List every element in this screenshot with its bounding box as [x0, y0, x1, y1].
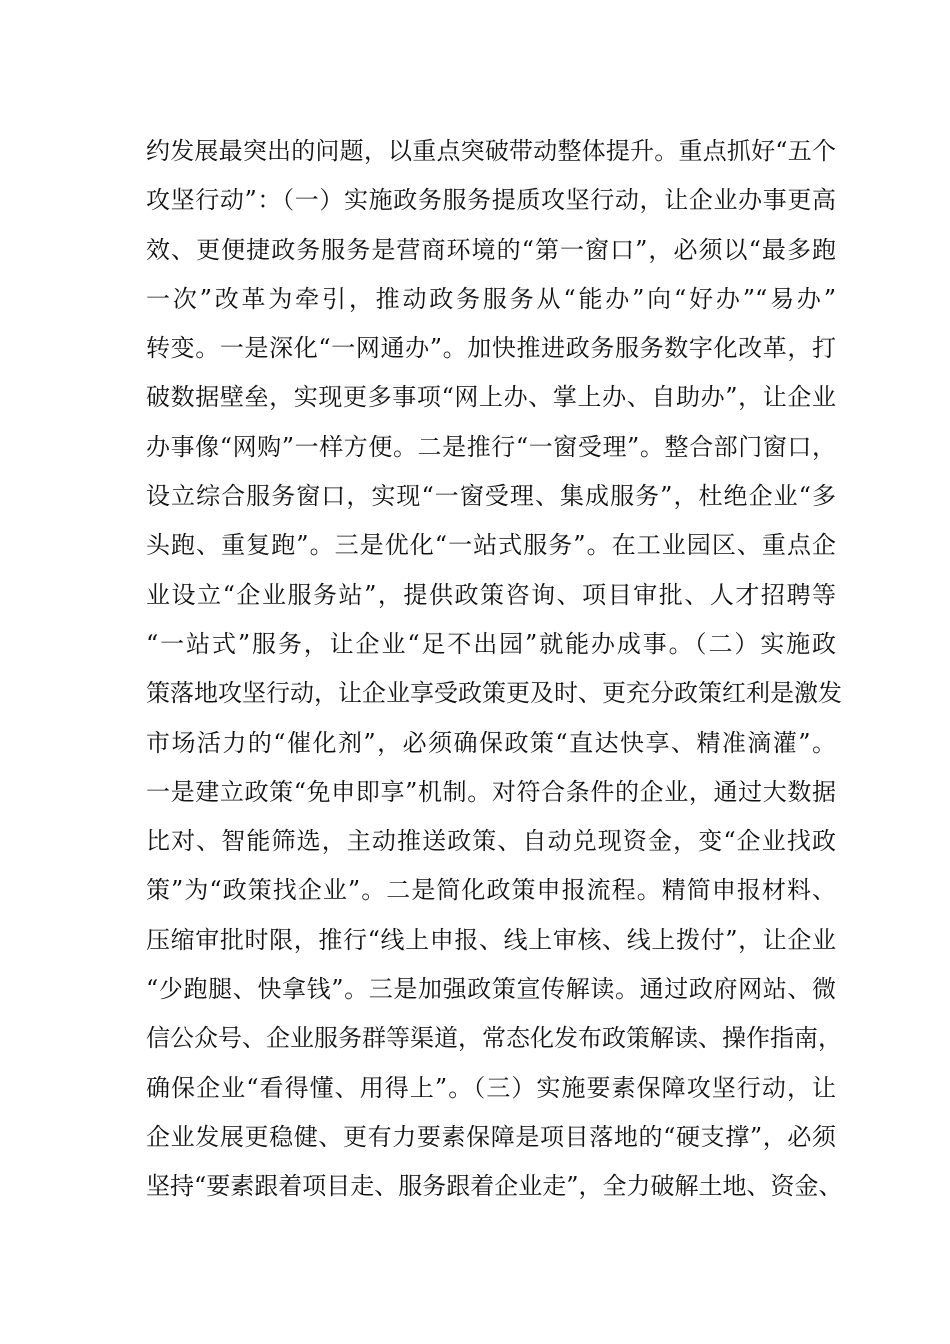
text-line: “少跑腿、快拿钱”。三是加强政策宣传解读。通过政府网站、微 [146, 975, 836, 1004]
text-line: 一是建立政策“免申即享”机制。对符合条件的企业，通过大数据 [146, 777, 836, 806]
text-line: 效、更便捷政务服务是营商环境的“第一窗口”，必须以“最多跑 [146, 235, 836, 264]
text-line: 头跑、重复跑”。三是优化“一站式服务”。在工业园区、重点企 [146, 531, 836, 560]
text-line: 办事像“网购”一样方便。二是推行“一窗受理”。整合部门窗口， [146, 432, 836, 461]
text-line: “一站式”服务，让企业“足不出园”就能办成事。（二）实施政 [146, 629, 836, 658]
text-line: 信公众号、企业服务群等渠道，常态化发布政策解读、操作指南， [146, 1024, 842, 1053]
body-text [146, 127, 843, 1212]
text-line: 攻坚行动”：（一）实施政务服务提质攻坚行动，让企业办事更高 [146, 186, 836, 215]
text-line: 市场活力的“催化剂”，必须确保政策“直达快享、精准滴灌”。 [146, 728, 836, 757]
text-line: 设立综合服务窗口，实现“一窗受理、集成服务”，杜绝企业“多 [146, 482, 836, 511]
text-line: 策”为“政策找企业”。二是简化政策申报流程。精简申报材料、 [146, 876, 836, 905]
text-line: 确保企业“看得懂、用得上”。（三）实施要素保障攻坚行动，让 [146, 1073, 836, 1102]
text-line: 破数据壁垒，实现更多事项“网上办、掌上办、自助办”，让企业 [146, 383, 836, 412]
text-line: 策落地攻坚行动，让企业享受政策更及时、更充分政策红利是激发 [146, 679, 842, 708]
text-line: 业设立“企业服务站”，提供政策咨询、项目审批、人才招聘等 [146, 580, 836, 609]
text-line: 压缩审批时限，推行“线上申报、线上审核、线上拨付”，让企业 [146, 925, 836, 954]
text-line: 约发展最突出的问题，以重点突破带动整体提升。重点抓好“五个 [146, 137, 836, 165]
text-line: 转变。一是深化“一网通办”。加快推进政务服务数字化改革，打 [146, 334, 836, 363]
text-line: 一次”改革为牵引，推动政务服务从“能办”向“好办”“易办” [146, 284, 836, 313]
text-line: 比对、智能筛选，主动推送政策、自动兑现资金，变“企业找政 [146, 827, 836, 856]
text-line: 坚持“要素跟着项目走、服务跟着企业走”，全力破解土地、资金、 [146, 1172, 843, 1201]
text-line: 企业发展更稳健、更有力要素保障是项目落地的“硬支撑”，必须 [146, 1122, 836, 1151]
